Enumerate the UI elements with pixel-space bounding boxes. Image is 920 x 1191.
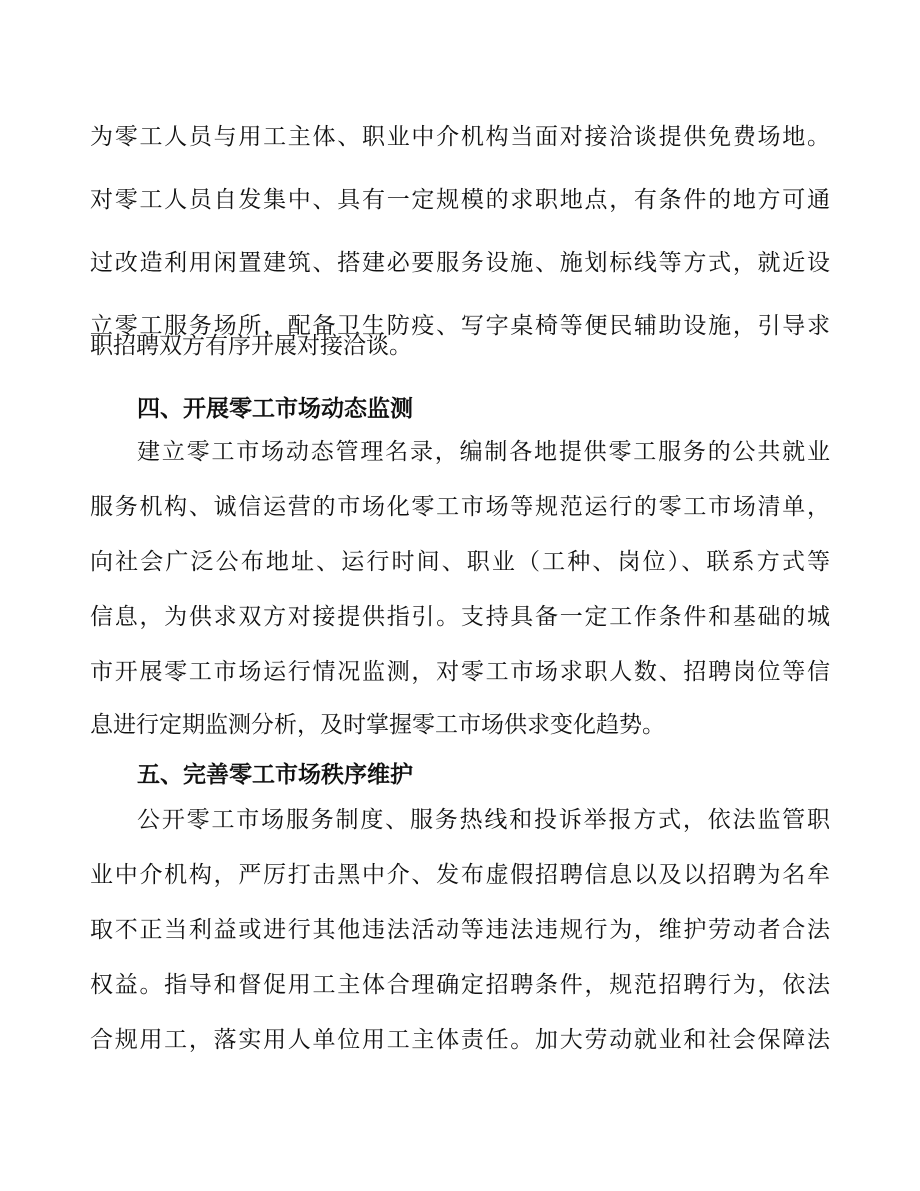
paragraph-line: 过改造利用闲置建筑、搭建必要服务设施、施划标线等方式，就近设 [90, 250, 830, 276]
paragraph-line: 立零工服务场所，配备卫生防疫、写字桌椅等便民辅助设施，引导求 [90, 313, 830, 339]
paragraph-line: 业中介机构，严厉打击黑中介、发布虚假招聘信息以及以招聘为名牟 [90, 862, 830, 888]
paragraph-line-last: 息进行定期监测分析，及时掌握零工市场供求变化趋势。 [90, 712, 665, 738]
section-heading: 五、完善零工市场秩序维护 [137, 762, 413, 788]
paragraph-line: 信息，为供求双方对接提供指引。支持具备一定工作条件和基础的城 [90, 604, 830, 630]
paragraph-line: 市开展零工市场运行情况监测，对零工市场求职人数、招聘岗位等信 [90, 659, 830, 685]
paragraph-line-last: 职招聘双方有序开展对接洽谈。 [90, 333, 412, 359]
paragraph-line: 服务机构、诚信运营的市场化零工市场等规范运行的零工市场清单， [90, 494, 830, 520]
paragraph-line: 取不正当利益或进行其他违法活动等违法违规行为，维护劳动者合法 [90, 917, 830, 943]
paragraph-line: 为零工人员与用工主体、职业中介机构当面对接洽谈提供免费场地。 [90, 124, 830, 150]
paragraph-line: 合规用工，落实用人单位用工主体责任。加大劳动就业和社会保障法 [90, 1027, 830, 1053]
paragraph-line: 权益。指导和督促用工主体合理确定招聘条件，规范招聘行为，依法 [90, 972, 830, 998]
paragraph-line-first: 建立零工市场动态管理名录，编制各地提供零工服务的公共就业 [137, 439, 830, 465]
section-heading: 四、开展零工市场动态监测 [137, 396, 413, 422]
paragraph-line-first: 公开零工市场服务制度、服务热线和投诉举报方式，依法监管职 [137, 807, 830, 833]
paragraph-line: 向社会广泛公布地址、运行时间、职业（工种、岗位）、联系方式等 [90, 549, 830, 575]
paragraph-line: 对零工人员自发集中、具有一定规模的求职地点，有条件的地方可通 [90, 187, 830, 213]
